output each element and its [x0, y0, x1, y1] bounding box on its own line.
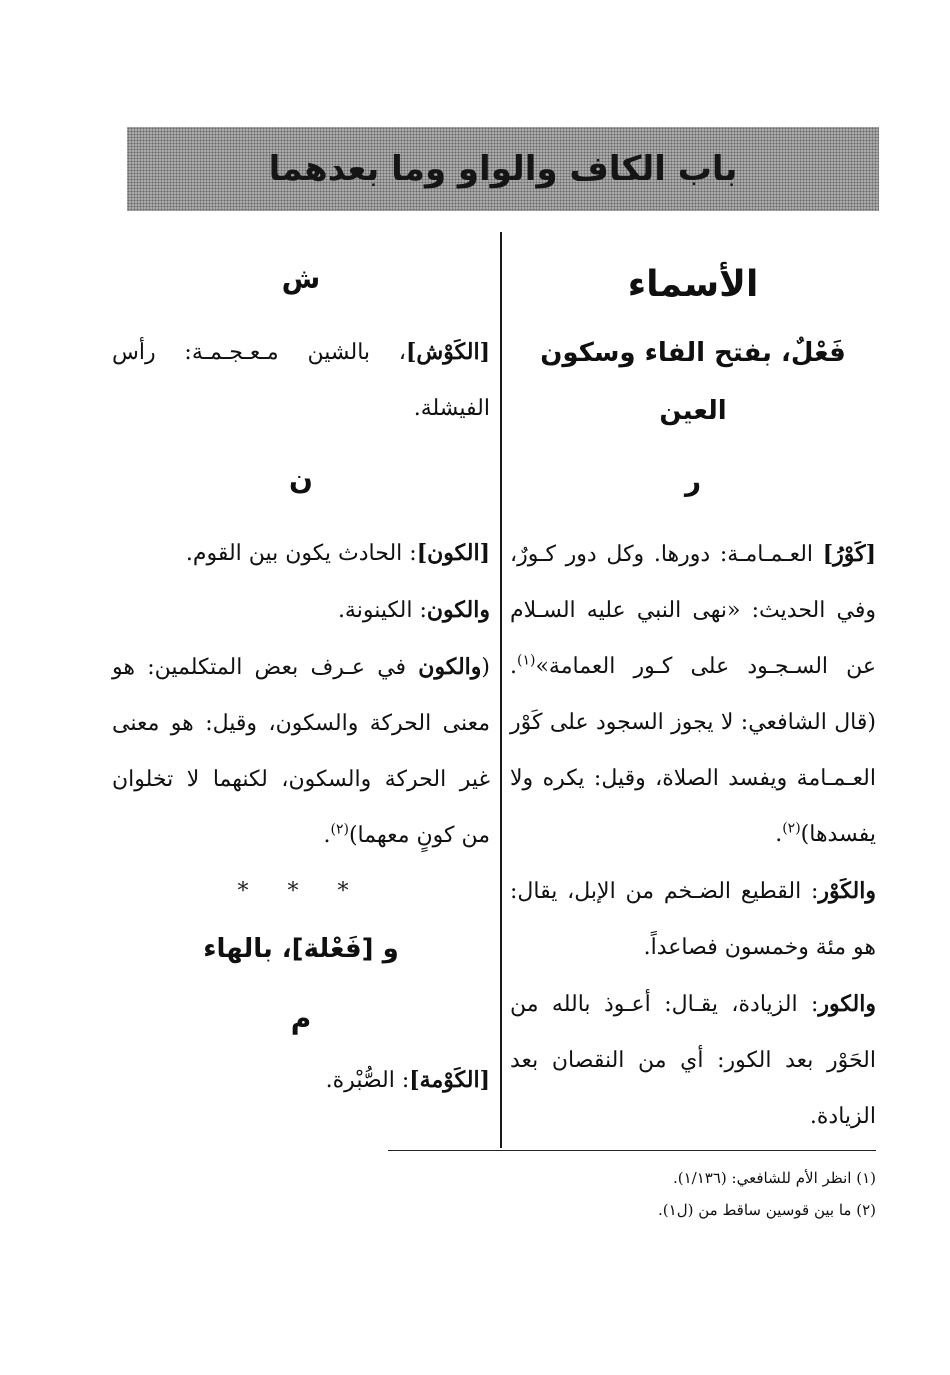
entry-keyword: [الكون]	[416, 540, 490, 566]
entry-kawr	[510, 526, 876, 863]
footnote-2: (٢) ما بين قوسين ساقط من (ل١).	[658, 1201, 876, 1219]
entry-text: : القطيع الضـخم من الإبل، يقال: هو مئة وخمسون فصاعداً.	[510, 879, 876, 960]
footnote-1: (١) انظر الأم للشافعي: (١/١٣٦).	[673, 1169, 876, 1187]
column-divider	[500, 232, 502, 1148]
footnotes	[400, 1162, 876, 1226]
chapter-banner	[127, 127, 879, 211]
chapter-title: باب الكاف والواو وما بعدهما	[268, 149, 738, 189]
letter-heading-nun: ن	[289, 463, 313, 496]
entry-kawr-increase	[510, 976, 876, 1145]
pattern-heading-fa3la: و [فَعْلة]، بالهاء	[203, 934, 399, 964]
entry-kawsh	[112, 324, 490, 437]
footnote-ref-2: (٢)	[330, 821, 349, 838]
entry-keyword: [كَوْرُ]	[822, 541, 876, 567]
entry-text: : الكينونة.	[337, 598, 427, 623]
entry-text: .	[775, 822, 783, 847]
left-column	[112, 250, 490, 1109]
entry-kawn-event	[112, 525, 490, 582]
entry-text: : الصُّبْرة.	[325, 1068, 410, 1093]
entry-keyword: [الكَوْش]	[405, 339, 490, 365]
entry-kawn-being	[112, 582, 490, 639]
entry-keyword: [الكَوْمة]	[409, 1067, 490, 1093]
entry-text: : الزيادة، يقـال: أعـوذ بالله من الحَوْر بعد الكور: أي من النقصان بعد الزيادة.	[510, 992, 876, 1129]
entry-keyword: والكور	[818, 991, 876, 1017]
entry-keyword: والكون	[426, 597, 490, 623]
entry-kawn-theology	[112, 639, 490, 864]
letter-heading-ra: ر	[684, 464, 702, 497]
entry-text: في عـرف بعض المتكلمين: هو معنى الحركة والسكون، وقيل: هو معنى غير الحركة والسكون، لكنهما لا تخلوان من كونٍ معهما)	[112, 655, 490, 848]
entry-text: .	[323, 823, 331, 848]
letter-heading-mim: م	[290, 1002, 312, 1035]
pattern-heading: فَعْلٌ، بفتح الفاء وسكون العين	[540, 338, 846, 426]
right-column	[510, 250, 876, 1145]
section-separator-stars: * * *	[237, 879, 365, 904]
footnote-ref-1: (١)	[517, 652, 536, 669]
footnote-ref-2: (٢)	[782, 820, 801, 837]
entry-kawma	[112, 1052, 490, 1109]
entry-keyword: والكَوْر	[818, 878, 876, 904]
entry-text: : الحادث يكون بين القوم.	[185, 541, 417, 566]
entry-keyword: والكون	[418, 654, 482, 680]
section-heading-nouns: الأسماء	[627, 264, 759, 305]
entry-text: العـمـامـة: دورها. وكل دور كـورٌ، وفي الحديث: «نهى النبي عليه السـلام عن السـجـود على كـور العمامة»	[510, 542, 876, 679]
footnote-divider	[388, 1150, 876, 1151]
entry-kawr-herd	[510, 863, 876, 976]
paren-open: (	[481, 655, 490, 680]
entry-text: ، بالشين مـعـجـمـة: رأس الفيشلة.	[112, 340, 490, 421]
letter-heading-shin: ش	[281, 262, 321, 295]
entry-text: . (قال الشافعي: لا يجوز السجود على كَوْر العـمـامة ويفسد الصلاة، وقيل: يكره ولا يفسدها)	[510, 654, 876, 847]
